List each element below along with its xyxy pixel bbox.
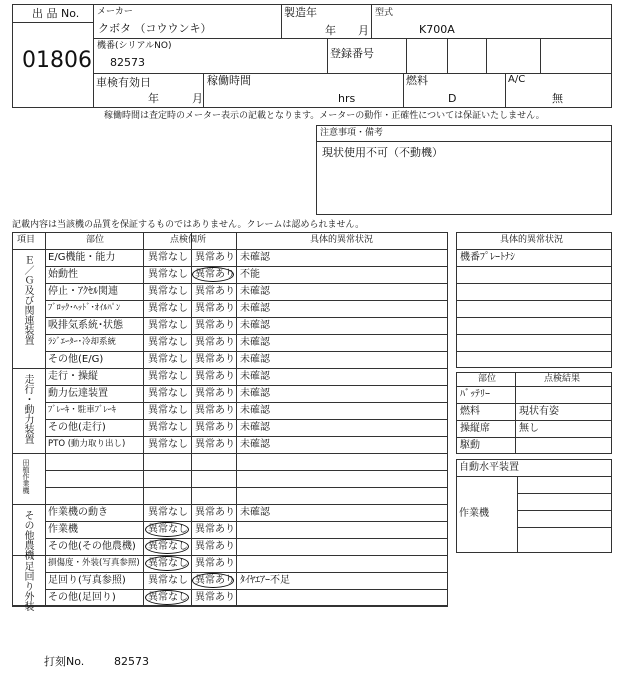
check-ok: 異常なし [148,507,188,518]
ac-value: 無 [552,92,563,105]
stamp-no-value: 82573 [114,655,149,668]
fuel-label: 燃料 [406,74,428,87]
check-ng: 異常あり [195,252,235,263]
section-label: Ｅ／Ｇ及び関連装置 [22,255,33,345]
row-line [12,453,448,454]
part-label: PTO (動力取り出し) [48,439,126,449]
disclaimer: 記載内容は当該機の品質を保証するものではありません。クレームは認められません。 [12,220,365,230]
detail-text: 未確認 [240,252,270,263]
detail-text: 未確認 [240,303,270,314]
detail-text: 未確認 [240,354,270,365]
section-label: 田植作業機 [22,459,30,494]
inspection-unit: 年 月 [148,92,203,105]
fuel-value: D [448,92,457,105]
header-frame [12,4,612,108]
check-ng: 異常あり [195,541,235,552]
leveler-title: 自動水平装置 [459,462,519,473]
check-ng: 異常あり [195,269,235,280]
rt1-row-line [456,351,612,352]
row-line [12,368,448,369]
part-label: 走行・操縦 [48,371,98,382]
rt2-row-line [456,420,612,421]
row-line [12,504,448,505]
check-ok: 異常なし [148,592,188,603]
row-line [45,266,448,267]
check-ng: 異常あり [195,507,235,518]
check-ok: 異常なし [148,371,188,382]
part-label: E/G機能・能力 [48,252,116,263]
inspection-label: 車検有効日 [96,76,151,89]
detail-text: 不能 [240,269,260,280]
detail-text: 未確認 [240,337,270,348]
remarks-label: 注意事項・備考 [320,128,384,138]
check-ok: 異常なし [148,575,188,586]
part-label: その他(E/G) [48,354,104,365]
check-ng: 異常あり [195,592,235,603]
check-ng: 異常あり [195,405,235,416]
rt2-result: 現状有姿 [519,406,559,417]
rt2-part: ﾊﾞｯﾃﾘｰ [460,389,490,400]
row-line [45,521,448,522]
check-ok: 異常なし [148,303,188,314]
detail-text: 未確認 [240,422,270,433]
item-no-label: 出 品 No. [32,7,80,20]
part-label: 動力伝達装置 [48,388,108,399]
col-part: 部位 [86,235,105,245]
part-label: 吸排気系統･状態 [48,320,123,331]
check-ng: 異常あり [195,303,235,314]
row-line [45,589,448,590]
rt2-part: 燃料 [460,406,480,417]
item-no: 01806 [22,48,92,73]
detail-text: 未確認 [240,388,270,399]
rt2-col-result: 点検結果 [544,374,581,384]
rt1-row-line [456,334,612,335]
rt2-row-line [456,437,612,438]
row-line [45,419,448,420]
part-label: 停止・ｱｸｾﾙ関連 [48,286,118,297]
check-ok: 異常なし [148,405,188,416]
part-label: その他(足回り) [48,592,116,603]
col-check: 点検個所 [170,235,207,245]
check-ok: 異常なし [148,524,188,535]
rt1-row-line [456,300,612,301]
circled-ok-mark [145,590,189,605]
remarks-box [316,125,612,215]
remarks-text: 現状使用不可（不動機） [322,146,443,159]
detail-text: 未確認 [240,286,270,297]
circled-ok-mark [145,522,189,537]
check-ng: 異常あり [195,337,235,348]
ac-label: A/C [508,74,526,85]
rt2-col-part: 部位 [478,374,497,384]
part-label: その他(走行) [48,422,106,433]
check-ok: 異常なし [148,558,188,569]
check-ng: 異常あり [195,388,235,399]
col-item: 項目 [17,235,36,245]
section-label: その他農機 [22,510,33,560]
part-label: 作業機 [48,524,78,535]
part-label: その他(その他農機) [48,541,136,552]
row-line [45,385,448,386]
rt2-part: 操縦席 [460,423,490,434]
check-ok: 異常なし [148,320,188,331]
row-line [45,436,448,437]
hours-note: 稼働時間は査定時のメーター表示の記載となります。メーターの動作・正確性については保証いたしません。 [104,111,545,121]
detail-text: 未確認 [240,507,270,518]
leveler-label: 作業機 [459,508,489,519]
detail-text: 未確認 [240,371,270,382]
header-separator [12,249,448,250]
detail-text: 未確認 [240,439,270,450]
rt1-row-line [456,266,612,267]
check-ok: 異常なし [148,337,188,348]
check-ok: 異常なし [148,439,188,450]
row-line [45,317,448,318]
part-label: ﾗｼﾞｴｰﾀｰ･冷却系統 [48,337,117,347]
section-label: 走行・動力装置 [22,374,33,444]
col-detail: 具体的異常状況 [310,235,374,245]
check-ok: 異常なし [148,541,188,552]
check-ok: 異常なし [148,286,188,297]
row-line [45,470,448,471]
part-label: ﾌﾞﾚｰｷ・駐車ﾌﾞﾚｰｷ [48,405,117,415]
row-line [45,572,448,573]
hours-unit: hrs [338,92,356,105]
hours-label: 稼働時間 [207,74,251,87]
check-ng: 異常あり [195,354,235,365]
serial-value: 82573 [110,56,145,69]
reg-label: 登録番号 [330,47,374,60]
row-line [12,606,448,607]
row-line [45,487,448,488]
detail-text: 未確認 [240,320,270,331]
right-table-leveler [456,459,612,553]
circled-ng-mark [192,267,234,282]
model-label: 型式 [375,8,394,18]
check-ok: 異常なし [148,388,188,399]
rt1-row-line [456,317,612,318]
check-ok: 異常なし [148,354,188,365]
serial-label: 機番(シリアルNO) [97,41,172,51]
right-issues-header: 具体的異常状況 [500,235,564,245]
part-label: ﾌﾞﾛｯｸ･ﾍｯﾄﾞ･ｵｲﾙﾊﾟﾝ [48,303,121,313]
year-label: 製造年 [284,6,317,19]
check-ok: 異常なし [148,252,188,263]
rt2-result: 無し [519,423,539,434]
circled-ok-mark [145,556,189,571]
stamp-no-label: 打刻No. [44,655,85,668]
check-ng: 異常あり [195,558,235,569]
check-ng: 異常あり [195,439,235,450]
check-ng: 異常あり [195,524,235,535]
section-label: 足回り外装 [22,561,33,611]
check-ng: 異常あり [195,371,235,382]
row-line [45,402,448,403]
row-line [45,538,448,539]
rt1-cell: 機番ﾌﾟﾚｰﾄﾅｼ [460,252,515,263]
circled-ok-mark [145,539,189,554]
maker-label: メーカー [97,7,133,17]
row-line [12,555,448,556]
rt2-part: 駆動 [460,440,480,451]
check-ng: 異常あり [195,422,235,433]
row-line [45,351,448,352]
part-label: 作業機の動き [48,507,108,518]
part-label: 損傷度・外装(写真参照) [48,558,140,568]
rt2-row-line [456,386,612,387]
row-line [45,300,448,301]
year-unit: 年 月 [325,24,369,37]
rt1-header-line [456,249,612,250]
row-line [45,334,448,335]
model-value: K700A [419,23,455,36]
detail-text: 未確認 [240,405,270,416]
check-ng: 異常あり [195,286,235,297]
circled-ng-mark [192,573,234,588]
check-ng: 異常あり [195,575,235,586]
check-ok: 異常なし [148,269,188,280]
part-label: 始動性 [48,269,78,280]
row-line [45,283,448,284]
check-ng: 異常あり [195,320,235,331]
rt2-row-line [456,403,612,404]
maker-value: クボタ （コウウンキ） [98,22,212,35]
check-ok: 異常なし [148,422,188,433]
detail-text: ﾀｲﾔｴｱｰ不足 [240,575,290,586]
part-label: 足回り(写真参照) [48,575,126,586]
rt1-row-line [456,283,612,284]
